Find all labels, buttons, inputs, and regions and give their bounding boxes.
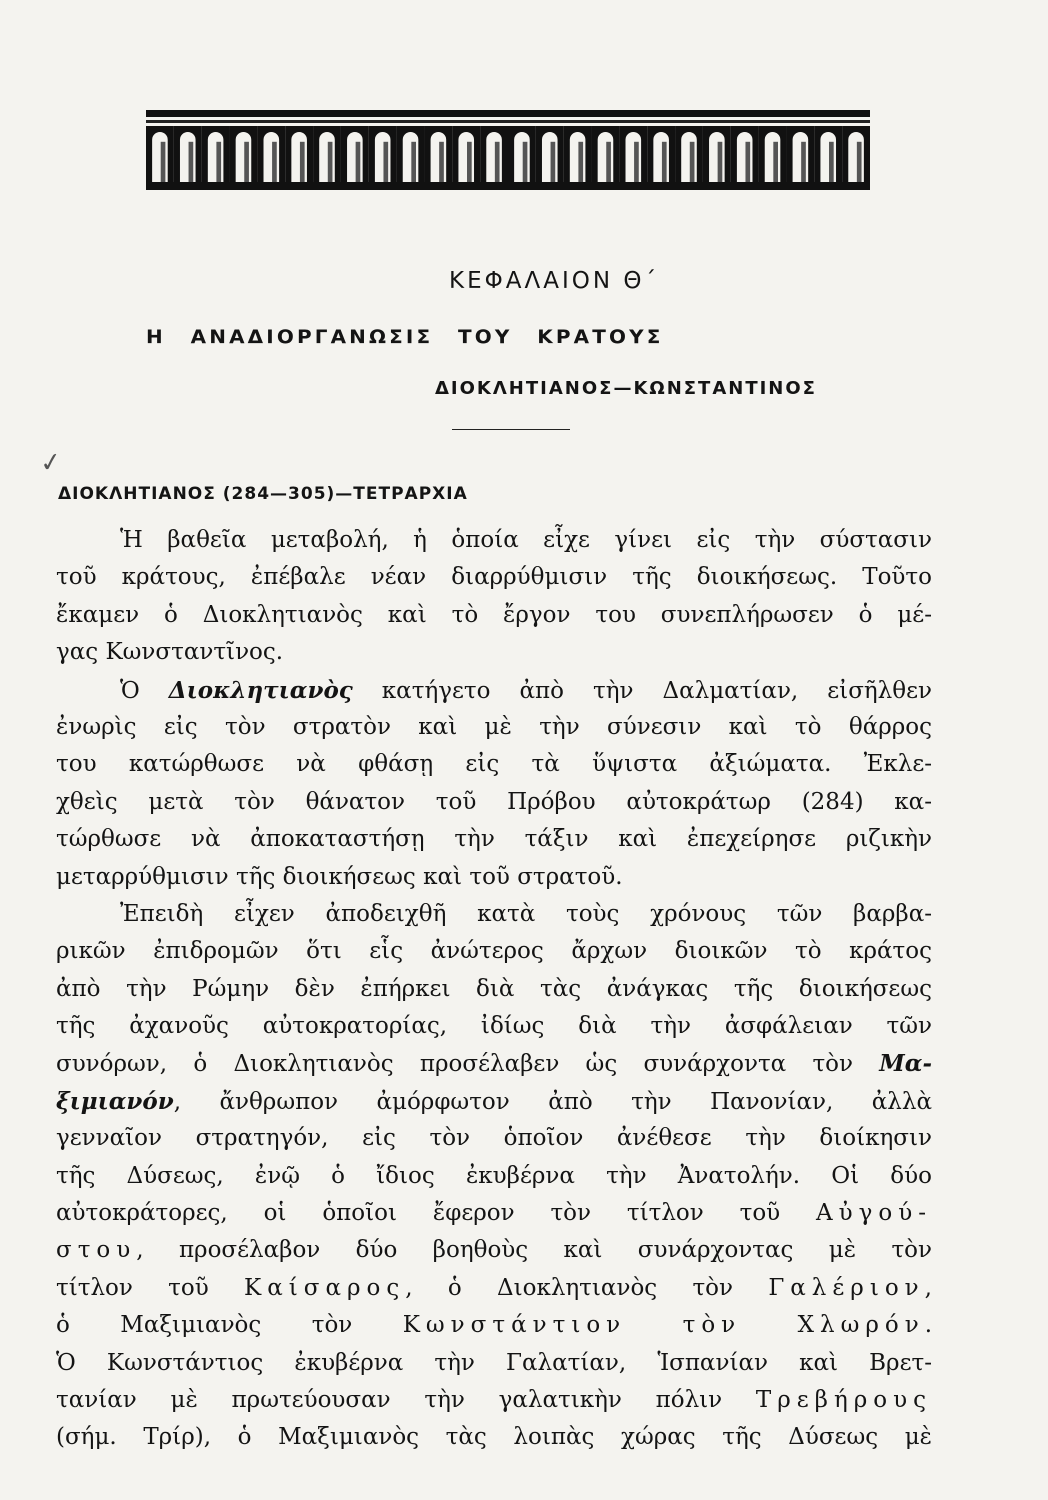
text-fragment: ,: [924, 1274, 932, 1301]
text-fragment: Ὁ: [120, 677, 169, 704]
arch-pier: [341, 126, 369, 182]
spaced-term: Καίσαρος: [244, 1274, 406, 1301]
arch-pier: [397, 126, 425, 182]
body-text: [56, 522, 932, 1457]
arch-pier: [452, 126, 480, 182]
arch-shade: [495, 142, 500, 182]
arch-pier: [536, 126, 564, 182]
text-line: [56, 1195, 932, 1232]
arch-shade: [216, 142, 221, 182]
arch-pier: [202, 126, 230, 182]
text-line: ἀπὸ τὴν Ρώμην δὲν ἐπήρκει διὰ τὰς ἀνάγκας τῆς διοικήσεως: [56, 975, 932, 1002]
text-line: ἔκαμεν ὁ Διοκλητιανὸς καὶ τὸ ἔργον του συνεπλήρωσεν ὁ μέ-: [56, 601, 932, 628]
chapter-heading: ΚΕΦΑΛΑΙΟΝ Θ΄: [449, 268, 659, 294]
spaced-term: Τρεβήρους: [755, 1386, 932, 1413]
text-line: γας Κωνσταντῖνος.: [56, 639, 284, 666]
section-heading: ΔΙΟΚΛΗΤΙΑΝΟΣ (284—305)—ΤΕΤΡΑΡΧΙΑ: [58, 484, 468, 504]
text-fragment: , ὁ Διοκλητιανὸς τὸν: [405, 1274, 769, 1301]
spaced-term: στου: [56, 1237, 137, 1264]
text-line: Ἡ βαθεῖα μεταβολή, ἡ ὁποία εἶχε γίνει εἰς τὴν σύστασιν: [120, 527, 932, 553]
text-fragment: , προσέλαβον δύο βοηθοὺς καὶ συνάρχοντας μὲ τὸν: [136, 1237, 932, 1264]
arch-shade: [690, 142, 695, 182]
arch-shade: [523, 142, 528, 182]
text-line: Ἐπειδὴ εἶχεν ἀποδειχθῆ κατὰ τοὺς χρόνους τῶν βαρβα-: [120, 900, 932, 927]
arch-pier: [647, 126, 675, 182]
text-line: ρικῶν ἐπιδρομῶν ὅτι εἷς ἀνώτερος ἄρχων διοικῶν τὸ κράτος: [56, 938, 932, 965]
arch-pier: [703, 126, 731, 182]
arch-pier: [146, 126, 174, 182]
spaced-term: Γαλέριον: [768, 1274, 925, 1301]
arch-pier: [480, 126, 508, 182]
arch-shade: [829, 142, 834, 182]
emphasized-name: Μα-: [879, 1050, 932, 1078]
arch-shade: [606, 142, 611, 182]
text-fragment: τίτλον τοῦ: [56, 1274, 245, 1301]
text-line: [56, 1232, 932, 1269]
text-fragment: , ἄνθρωπον ἀμόρφωτον ἀπὸ τὴν Πανονίαν, ἀλλὰ: [173, 1088, 932, 1115]
text-line: [56, 1270, 932, 1307]
arch-pier: [174, 126, 202, 182]
arch-shade: [718, 142, 723, 182]
arch-shade: [801, 142, 806, 182]
text-line: τῆς ἀχανοῦς αὐτοκρατορίας, ἰδίως διὰ τὴν ἀσφάλειαν τῶν: [56, 1013, 932, 1040]
arch-pier: [786, 126, 814, 182]
text-line: [56, 1045, 932, 1082]
text-fragment: τανίαν μὲ πρωτεύουσαν τὴν γαλατικὴν πόλιν: [56, 1386, 723, 1413]
arch-shade: [411, 142, 416, 182]
text-line: τώρθωσε νὰ ἀποκαταστήσῃ τὴν τάξιν καὶ ἐπεχείρησε ριζικὴν: [56, 826, 932, 853]
text-line: [56, 1083, 932, 1120]
arch-shade: [662, 142, 667, 182]
text-line: του κατώρθωσε νὰ φθάσῃ εἰς τὰ ὕψιστα ἀξιώματα. Ἐκλε-: [56, 751, 932, 778]
text-line: τοῦ κράτους, ἐπέβαλε νέαν διαρρύθμισιν τῆς διοικήσεως. Τοῦτο: [56, 564, 932, 591]
text-line: τῆς Δύσεως, ἐνῷ ὁ ἴδιος ἐκυβέρνα τὴν Ἀνατολήν. Οἱ δύο: [56, 1162, 932, 1189]
text-line: ἐνωρὶς εἰς τὸν στρατὸν καὶ μὲ τὴν σύνεσιν καὶ τὸ θάρρος: [56, 713, 932, 740]
title-divider: [452, 429, 570, 430]
text-line: χθεὶς μετὰ τὸν θάνατον τοῦ Πρόβου αὐτοκράτωρ (284) κα-: [56, 788, 932, 815]
emphasized-name: Διοκλητιανὸς: [168, 676, 353, 704]
arch-pier: [424, 126, 452, 182]
arch-pier: [675, 126, 703, 182]
text-line: (σήμ. Τρίρ), ὁ Μαξιμιανὸς τὰς λοιπὰς χώρας τῆς Δύσεως μὲ: [56, 1424, 932, 1451]
arch-pier: [564, 126, 592, 182]
arch-shade: [634, 142, 639, 182]
arcade-ornament: [146, 110, 870, 190]
text-fragment: αὐτοκράτορες, οἱ ὁποῖοι ἔφερον τὸν τίτλον τοῦ: [56, 1200, 817, 1227]
text-line: γενναῖον στρατηγόν, εἰς τὸν ὁποῖον ἀνέθεσε τὴν διοίκησιν: [56, 1125, 932, 1152]
arch-shade: [189, 142, 194, 182]
arch-pier: [230, 126, 258, 182]
arch-shade: [578, 142, 583, 182]
spaced-term: Αὐγού-: [816, 1200, 932, 1227]
arch-pier: [592, 126, 620, 182]
arch-shade: [272, 142, 277, 182]
text-line: [56, 1382, 932, 1419]
arch-pier: [814, 126, 842, 182]
arch-shade: [467, 142, 472, 182]
arch-shade: [551, 142, 556, 182]
arch-shade: [244, 142, 249, 182]
arch-shade: [745, 142, 750, 182]
text-fragment: κατήγετο ἀπὸ τὴν Δαλματίαν, εἰσῆλθεν: [352, 677, 932, 704]
arch-pier: [313, 126, 341, 182]
arch-shade: [328, 142, 333, 182]
arch-pier: [619, 126, 647, 182]
arch-shade: [161, 142, 166, 182]
emphasized-name: ξιμιανόν: [56, 1087, 174, 1115]
arch-shade: [300, 142, 305, 182]
text-fragment: ὁ Μαξιμιανὸς τὸν: [56, 1312, 403, 1339]
arch-shade: [857, 142, 862, 182]
text-line: [56, 1307, 932, 1344]
arch-shade: [773, 142, 778, 182]
text-line: Ὁ Κωνστάντιος ἐκυβέρνα τὴν Γαλατίαν, Ἱσπανίαν καὶ Βρετ-: [56, 1349, 932, 1376]
arch-shade: [356, 142, 361, 182]
text-fragment: .: [924, 1312, 932, 1339]
chapter-title: Η ΑΝΑΔΙΟΡΓΑΝΩΣΙΣ ΤΟΥ ΚΡΑΤΟΥΣ: [146, 326, 664, 348]
arch-pier: [731, 126, 759, 182]
spaced-term: Κωνστάντιον τὸν Χλωρόν: [402, 1312, 925, 1339]
arch-pier: [369, 126, 397, 182]
text-line: μεταρρύθμισιν τῆς διοικήσεως καὶ τοῦ στρατοῦ.: [56, 863, 623, 890]
arch-pier: [759, 126, 787, 182]
arch-shade: [439, 142, 444, 182]
text-line: [56, 672, 932, 709]
arch-pier: [842, 126, 870, 182]
arch-pier: [257, 126, 285, 182]
arch-pier: [508, 126, 536, 182]
text-fragment: συνόρων, ὁ Διοκλητιανὸς προσέλαβεν ὡς συνάρχοντα τὸν: [56, 1051, 880, 1078]
chapter-subtitle: ΔΙΟΚΛΗΤΙΑΝΟΣ—ΚΩΝΣΤΑΝΤΙΝΟΣ: [435, 378, 817, 399]
arch-pier: [285, 126, 313, 182]
handwritten-check-mark: ✓: [38, 446, 64, 480]
arch-shade: [383, 142, 388, 182]
